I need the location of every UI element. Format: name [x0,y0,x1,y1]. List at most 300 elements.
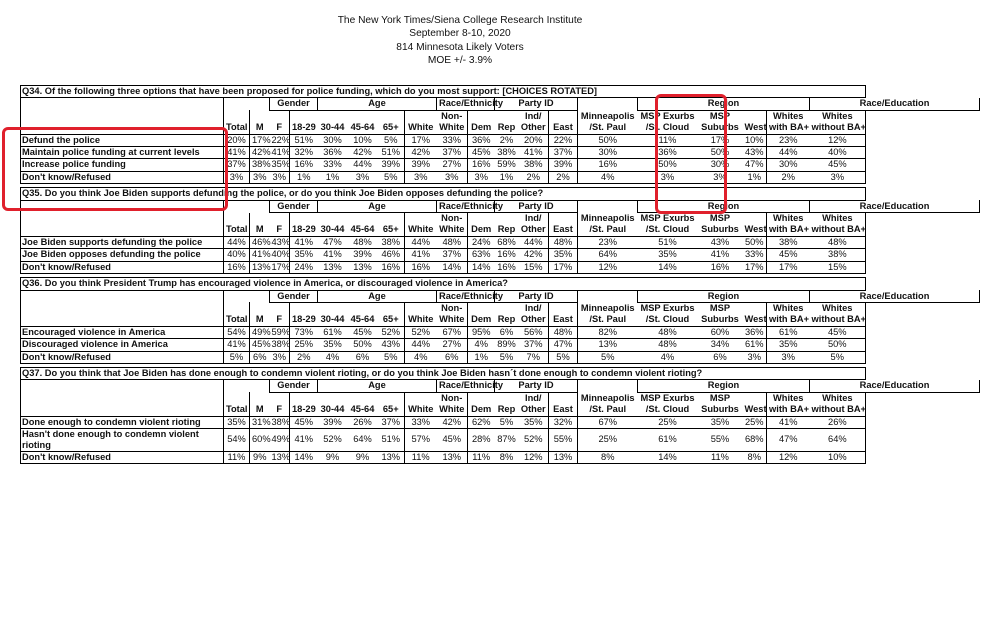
cell-value: 12% [578,261,638,273]
column-header: Whites [773,302,804,313]
column-header: Dem [468,404,495,416]
cell-value: 44% [405,236,437,248]
column-header: 30-44 [318,314,348,326]
column-header: Total [224,122,250,134]
cell-value: 36% [468,134,495,146]
cell-value: 51% [378,428,405,451]
column-header: Ind/ [519,110,549,122]
cell-value: 14% [638,261,698,273]
cell-value: 37% [437,249,468,261]
cell-value: 6% [437,351,468,363]
crosstab-sheet [20,85,980,467]
column-header [405,302,437,314]
cell-value: 3% [698,171,743,183]
column-header: White [437,404,468,416]
cell-value: 13% [348,261,378,273]
cell-value: 35% [767,339,810,351]
cell-value: 17% [271,261,291,272]
cell-value: 16% [578,159,638,171]
cell-value: 6% [348,351,378,363]
cell-value: 16% [224,261,250,273]
cell-value: 45% [250,339,270,351]
cell-value: 63% [468,249,495,261]
cell-value: 14% [468,261,495,273]
cell-value: 11% [405,451,437,463]
cell-value: 3% [224,171,250,183]
cell-value: 5% [495,416,519,428]
cell-value: 16% [405,261,437,273]
cell-value: 41% [224,147,250,159]
table-row [21,428,980,451]
column-header [405,110,437,122]
cell-value: 37% [549,147,578,159]
cell-value: 16% [378,261,405,273]
cell-value: 25% [638,416,698,428]
column-header: /St. Paul [578,122,638,134]
table-row [21,236,980,248]
cell-value: 45% [468,147,495,159]
column-header [290,302,318,314]
column-header: Dem [468,224,495,236]
column-group-age: Age [318,380,437,392]
cell-value: 54% [224,326,250,338]
question-title: Q35. Do you think Joe Biden supports defunding the police, or do you think Joe Biden opposes defunding the police? [21,188,866,200]
cell-value: 44% [224,236,250,248]
cell-value: 3% [250,171,270,183]
row-label: Maintain police funding at current levels [21,147,224,159]
cell-value: 51% [378,147,405,159]
column-group-race: Race/Ethnicity [437,380,495,392]
column-header: Rep [495,404,519,416]
column-group-gender: Gender [270,200,318,212]
cell-value: 48% [638,339,698,351]
question-table-1 [20,85,980,184]
column-header: East [549,224,578,236]
column-header: MSP Exurbs [640,302,695,313]
column-group-empty [224,380,270,392]
cell-value: 50% [810,339,866,351]
row-label: Encouraged violence in America [21,326,224,338]
column-group-age: Age [318,98,437,110]
cell-value: 39% [318,416,348,428]
column-header [405,213,437,225]
cell-value: 35% [638,249,698,261]
cell-value: 31% [250,416,270,428]
cell-value: 11% [638,134,698,146]
cell-value: 44% [519,236,549,248]
cell-value: 17% [767,261,810,273]
column-header [495,213,519,225]
cell-value: 9% [348,451,378,463]
column-group-region: Region [638,380,810,392]
cell-value: 38% [495,147,519,159]
cell-value: 8% [495,451,519,463]
cell-value: 23% [767,134,810,146]
cell-value: 12% [810,134,866,146]
cell-value: 30% [767,159,810,171]
column-header: Dem [468,314,495,326]
cell-value: 1% [743,171,767,183]
column-header [348,302,378,314]
cell-value: 52% [378,326,405,338]
table-row [21,171,980,183]
cell-value: 45% [767,249,810,261]
cell-value: 38% [810,249,866,261]
cell-value: 34% [698,339,743,351]
cell-value: 4% [468,339,495,351]
column-header: without BA+ [811,224,866,235]
question-title: Q34. Of the following three options that have been proposed for police funding, which do you most support: [CHOICES ROTATED] [21,86,866,98]
cell-value: 22% [549,134,578,146]
cell-value: 61% [767,326,810,338]
cell-value: 16% [495,261,519,273]
header-spacer [21,380,224,392]
column-group-race: Race/Ethnicity [437,290,495,302]
cell-value: 50% [348,339,378,351]
column-header: /St. Cloud [638,404,698,416]
header-spacer [21,110,224,122]
column-header: Suburbs [698,314,743,326]
cell-value: 5% [378,134,405,146]
cell-value: 25% [743,416,767,428]
column-header: /St. Cloud [638,314,698,326]
cell-value: 5% [224,351,250,363]
column-header: /St. Paul [578,314,638,326]
cell-value: 5% [549,351,578,363]
cell-value: 50% [743,236,767,248]
cell-value: 9% [318,451,348,463]
column-header: Minneapolis [580,302,635,313]
column-header [468,213,495,225]
row-label: Don't know/Refused [21,261,224,273]
column-header: 30-44 [318,122,348,134]
cell-value: 61% [638,428,698,451]
table-gap [20,464,980,467]
column-group-empty [578,290,638,302]
cell-value: 35% [698,416,743,428]
column-header: White [405,122,437,134]
column-header: East [549,314,578,326]
cell-value: 35% [290,249,318,261]
header-spacer [21,314,224,326]
cell-value: 39% [405,159,437,171]
cell-value: 3% [767,351,810,363]
cell-value: 13% [250,261,270,273]
cell-value: 52% [519,428,549,451]
cell-value: 43% [698,236,743,248]
column-group-empty [224,98,270,110]
cell-value: 37% [519,339,549,351]
cell-value: 41% [698,249,743,261]
cell-value: 27% [437,339,468,351]
document-header [0,14,920,68]
table-row [21,339,980,351]
column-header: Whites [773,213,804,224]
cell-value: 16% [495,249,519,261]
cell-value: 3% [405,171,437,183]
column-header: Ind/ [519,213,549,225]
column-header: 45-64 [348,404,378,416]
header-moe: MOE +/- 3.9% [427,55,493,67]
column-header: West [744,314,767,325]
column-header: F [270,224,290,236]
cell-value: 87% [495,428,519,451]
column-group-empty [224,290,270,302]
cell-value: 5% [810,351,866,363]
cell-value: 45% [290,416,318,428]
column-header: Dem [468,122,495,134]
table-row [21,261,980,273]
column-header: Other [519,314,549,326]
cell-value: 32% [290,147,318,159]
question-title: Q37. Do you think that Joe Biden has done enough to condemn violent rioting, or do you think Joe Biden hasn´t done enough to condemn violent rioting? [21,367,866,379]
column-header: Non- [437,213,468,225]
column-group-age: Age [318,200,437,212]
column-header [270,392,290,404]
column-header: 65+ [378,224,405,236]
column-header [290,392,318,404]
column-header: M [250,314,270,326]
row-label: Done enough to condemn violent rioting [21,416,224,428]
cell-value: 10% [348,134,378,146]
cell-value: 6% [250,351,270,363]
column-header: West [744,122,767,133]
cell-value: 47% [549,339,578,351]
column-header: /St. Cloud [638,122,698,134]
cell-value: 26% [348,416,378,428]
cell-value: 16% [290,159,318,171]
column-header: 30-44 [318,224,348,236]
cell-value: 56% [519,326,549,338]
cell-value: 54% [224,428,250,451]
column-header: Whites [810,110,866,122]
cell-value: 4% [318,351,348,363]
column-header: West [744,404,767,415]
cell-value: 82% [578,326,638,338]
column-header: East [549,404,578,416]
cell-value: 17% [743,261,767,273]
column-header: White [405,404,437,416]
cell-value: 1% [495,171,519,183]
cell-value: 59% [495,159,519,171]
cell-value: 47% [743,159,767,171]
cell-value: 13% [318,261,348,273]
column-header: Whites [810,213,866,225]
cell-value: 35% [271,159,291,170]
cell-value: 17% [698,134,743,146]
column-header: 45-64 [348,314,378,326]
column-header: Minneapolis [580,212,635,223]
column-header [270,302,290,314]
cell-value: 50% [638,159,698,171]
column-header: 45-64 [348,224,378,236]
column-header: F [270,314,290,326]
column-header [378,302,405,314]
header-spacer [21,122,224,134]
column-header [318,392,348,404]
column-header: MSP [709,302,731,313]
column-header [290,110,318,122]
cell-value: 2% [519,171,549,183]
column-header: Ind/ [519,302,549,314]
cell-value: 57% [405,428,437,451]
cell-value: 8% [743,451,767,463]
cell-value: 5% [378,171,405,183]
cell-value: 45% [348,326,378,338]
column-header: Whites [773,110,804,121]
row-label: Increase police funding [21,159,224,171]
column-header [224,392,250,404]
cell-value: 13% [578,339,638,351]
column-header: White [437,314,468,326]
cell-value: 2% [290,351,318,363]
column-header: Minneapolis [580,110,635,121]
cell-value: 13% [378,451,405,463]
column-header: 65+ [378,314,405,326]
column-header [378,213,405,225]
cell-value: 60% [698,326,743,338]
cell-value: 33% [318,159,348,171]
column-header [495,110,519,122]
cell-value: 37% [224,159,250,171]
column-group-race: Race/Ethnicity [437,98,495,110]
column-header: 45-64 [348,122,378,134]
cell-value: 39% [348,249,378,261]
cell-value: 4% [638,351,698,363]
column-header [224,302,250,314]
column-header: White [405,314,437,326]
header-spacer [21,404,224,416]
cell-value: 40% [224,249,250,261]
column-group-empty [224,200,270,212]
cell-value: 40% [271,249,291,260]
column-header [250,392,270,404]
cell-value: 37% [437,147,468,159]
column-header: Rep [495,224,519,236]
cell-value: 67% [437,326,468,338]
table-row [21,326,980,338]
cell-value: 47% [318,236,348,248]
cell-value: 37% [378,416,405,428]
cell-value: 14% [638,451,698,463]
cell-value: 38% [250,159,270,171]
column-header [549,110,578,122]
cell-value: 41% [290,236,318,248]
cell-value: 45% [810,326,866,338]
cell-value: 68% [495,236,519,248]
column-header [318,213,348,225]
column-header [318,110,348,122]
table-row [21,351,980,363]
cell-value: 41% [318,249,348,261]
cell-value: 2% [549,171,578,183]
cell-value: 36% [318,147,348,159]
cell-value: 16% [468,159,495,171]
column-header: Non- [437,392,468,404]
cell-value: 2% [767,171,810,183]
cell-value: 45% [810,159,866,171]
column-group-party: Party ID [495,380,578,392]
cell-value: 67% [578,416,638,428]
column-header: Whites [810,392,866,404]
cell-value: 46% [250,236,270,248]
cell-value: 48% [549,236,578,248]
cell-value: 73% [290,326,318,338]
column-header [250,110,270,122]
cell-value: 89% [495,339,519,351]
header-date: September 8-10, 2020 [409,28,511,40]
column-header: 30-44 [318,404,348,416]
header-spacer [21,290,224,302]
cell-value: 41% [519,147,549,159]
column-header: Total [224,314,250,326]
cell-value: 45% [437,428,468,451]
column-group-party: Party ID [495,98,578,110]
cell-value: 48% [810,236,866,248]
cell-value: 36% [743,326,767,338]
cell-value: 15% [519,261,549,273]
cell-value: 33% [743,249,767,261]
row-label: Hasn't done enough to condemn violent rioting [21,428,224,451]
column-group-empty [578,98,638,110]
cell-value: 44% [348,159,378,171]
cell-value: 52% [318,428,348,451]
column-header: Other [519,224,549,236]
column-header: MSP [709,110,731,121]
row-label: Joe Biden supports defunding the police [21,236,224,248]
cell-value: 11% [468,451,495,463]
cell-value: 41% [271,147,291,158]
column-header: West [744,224,767,235]
column-header: Suburbs [698,224,743,236]
column-group-age: Age [318,290,437,302]
column-header: Rep [495,122,519,134]
column-header: Total [224,404,250,416]
column-header [290,213,318,225]
cell-value: 44% [405,339,437,351]
column-header: Non- [437,302,468,314]
cell-value: 3% [468,171,495,183]
cell-value: 14% [290,451,318,463]
cell-value: 12% [767,451,810,463]
column-header: Non- [437,110,468,122]
cell-value: 41% [767,416,810,428]
cell-value: 61% [743,339,767,351]
column-group-region: Region [638,200,810,212]
cell-value: 3% [743,351,767,363]
cell-value: 3% [270,351,290,363]
cell-value: 10% [810,451,866,463]
header-spacer [21,302,224,314]
column-header: M [250,224,270,236]
cell-value: 35% [519,416,549,428]
column-header: White [437,122,468,134]
cell-value: 35% [224,416,250,428]
table-row [21,134,980,146]
column-header [378,110,405,122]
cell-value: 47% [767,428,810,451]
cell-value: 38% [271,416,291,427]
cell-value: 35% [549,249,578,261]
question-table-3 [20,277,980,364]
cell-value: 52% [405,326,437,338]
column-header [405,392,437,404]
cell-value: 39% [549,159,578,171]
cell-value: 41% [250,249,270,261]
cell-value: 3% [437,171,468,183]
column-header: Minneapolis [580,392,635,403]
cell-value: 36% [638,147,698,159]
